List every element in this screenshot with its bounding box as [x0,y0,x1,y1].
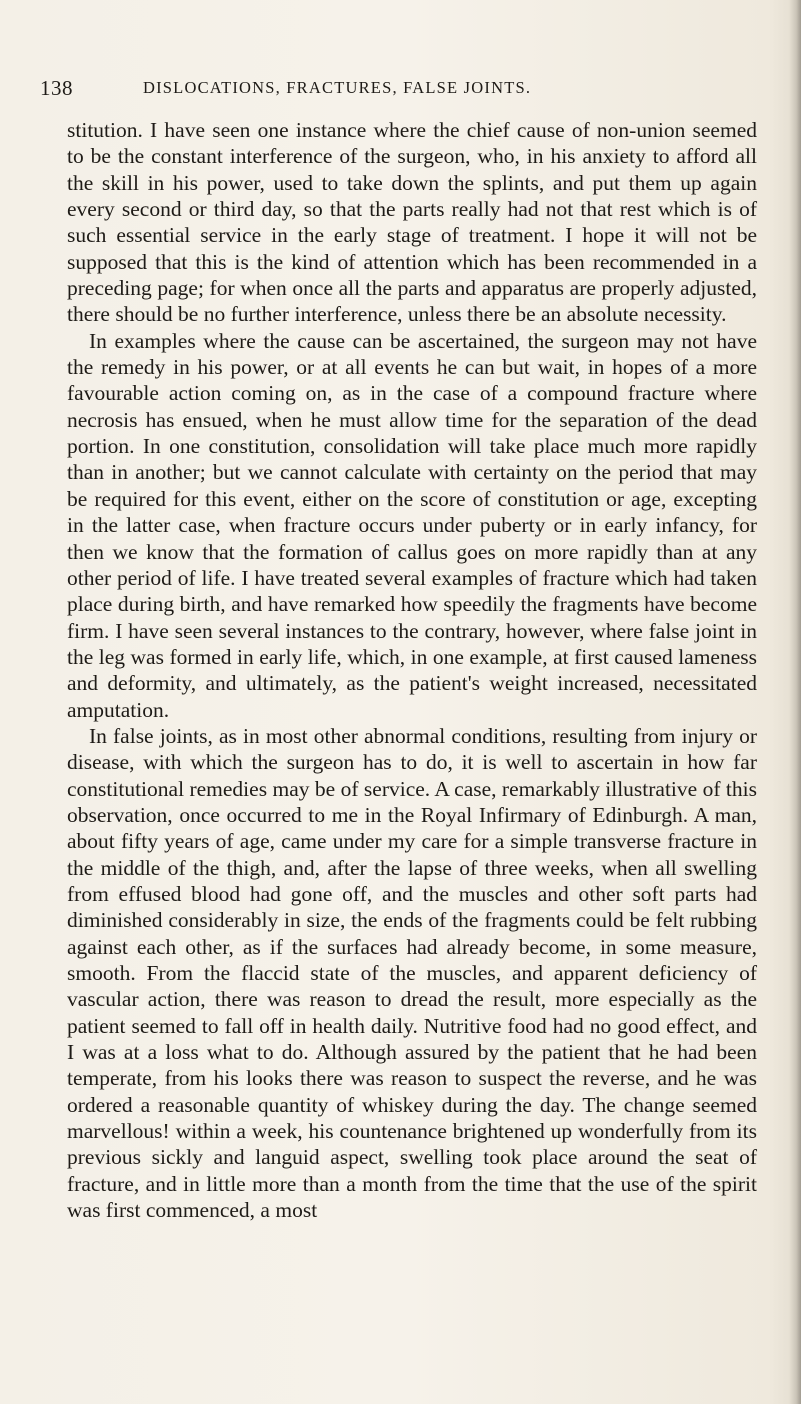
page-header [40,76,760,100]
body-text [67,117,757,1223]
paragraph-1: stitution. I have seen one instance where the chief cause of non-union seemed to be the constant interference of the surgeon, who, in his anxiety to afford all the skill in his power, used to take down the splints, and put them up again every second or third day, so that the parts really had not that rest which is of such essential service in the early stage of treatment. I hope it will not be supposed that this is the kind of attention which has been recommended in a preceding page; for when once all the parts and apparatus are properly adjusted, there should be no further interference, unless there be an absolute necessity. [67,118,757,327]
page-edge-shadow [789,0,801,1404]
paragraph-3: In false joints, as in most other abnormal conditions, resulting from injury or disease, with which the surgeon has to do, it is well to ascertain in how far constitutional remedies may be of service. A case, remarkably illustrative of this observation, once occurred to me in the Royal Infirmary of Edinburgh. A man, about fifty years of age, came under my care for a simple transverse fracture in the middle of the thigh, and, after the lapse of three weeks, when all swelling from effused blood had gone off, and the muscles and other soft parts had diminished considerably in size, the ends of the fragments could be felt rubbing against each other, as if the surfaces had already become, in some measure, smooth. From the flaccid state of the muscles, and apparent deficiency of vascular action, there was reason to dread the result, more especially as the patient seemed to fall off in health daily. Nutritive food had no good effect, and I was at a loss what to do. Although assured by the patient that he had been temperate, from his looks there was reason to suspect the reverse, and he was ordered a reasonable quantity of whiskey during the day. The change seemed marvellous! within a week, his countenance brightened up wonderfully from its previous sickly and languid aspect, swelling took place around the seat of fracture, and in little more than a month from the time that the use of the spirit was first commenced, a most [67,723,757,1223]
page-number: 138 [40,76,73,100]
running-head: DISLOCATIONS, FRACTURES, FALSE JOINTS. [143,78,532,97]
paragraph-2: In examples where the cause can be ascertained, the surgeon may not have the remedy in his power, or at all events he can but wait, in hopes of a more favourable action coming on, as in the case of a compound fracture where necrosis has ensued, when he must allow time for the separation of the dead portion. In one constitution, consolidation will take place much more rapidly than in another; but we cannot calculate with certainty on the period that may be required for this event, either on the score of constitution or age, excepting in the latter case, when fracture occurs under puberty or in early infancy, for then we know that the formation of callus goes on more rapidly than at any other period of life. I have treated several examples of fracture which had taken place during birth, and have remarked how speedily the fragments have become firm. I have seen several instances to the contrary, however, where false joint in the leg was formed in early life, which, in one example, at first caused lameness and deformity, and ultimately, as the patient's weight increased, necessitated amputation. [67,328,757,722]
